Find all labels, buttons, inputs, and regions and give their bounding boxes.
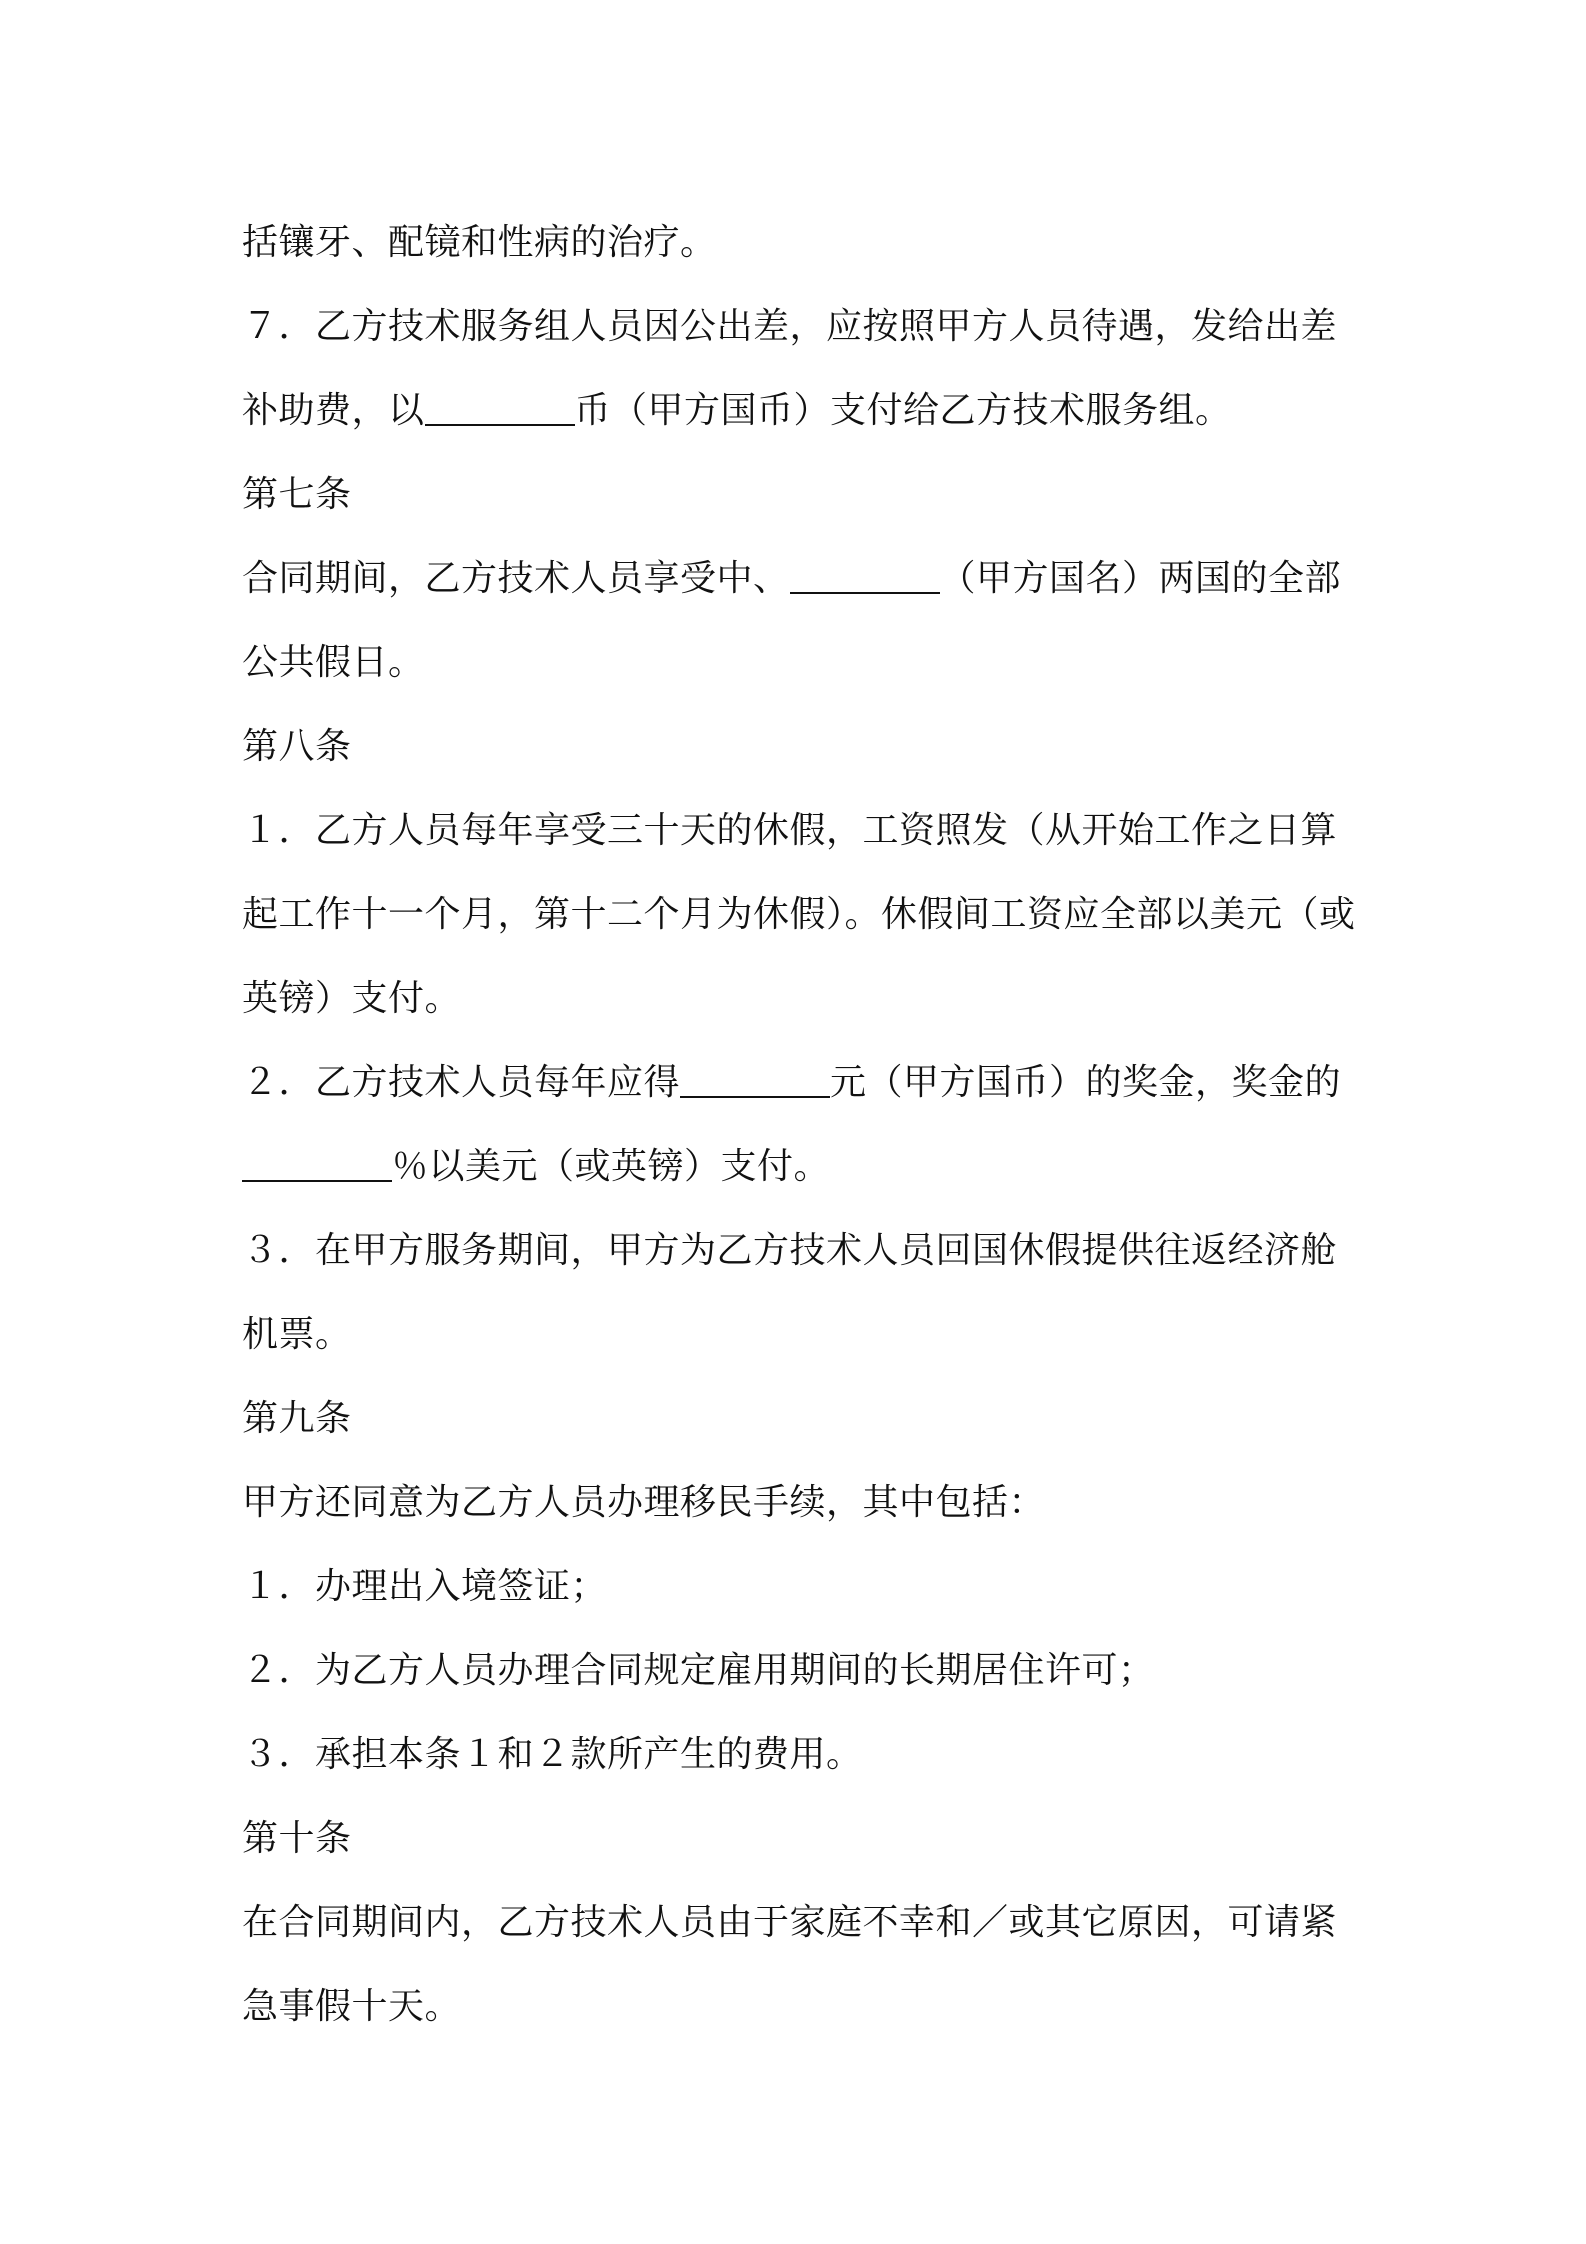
line-text-after-blank: 元（甲方国币）的奖金，奖金的 [830, 1062, 1342, 1103]
text-line-with-blank [242, 537, 1362, 621]
text-line-with-blank [242, 1041, 1362, 1125]
text-line: 急事假十天。 [242, 1986, 462, 2027]
text-line: １．乙方人员每年享受三十天的休假，工资照发（从开始工作之日算 [242, 810, 1338, 851]
article-heading: 第十条 [242, 1818, 352, 1859]
text-line-with-blank [242, 369, 1362, 453]
text-line: 机票。 [242, 1314, 352, 1355]
text-line-with-blank [242, 1125, 1362, 1209]
fill-in-blank [790, 552, 940, 594]
article-heading: 第九条 [242, 1398, 352, 1439]
text-line: 括镶牙、配镜和性病的治疗。 [242, 222, 717, 263]
text-line: ２．为乙方人员办理合同规定雇用期间的长期居住许可； [242, 1650, 1155, 1691]
text-line: 英镑）支付。 [242, 978, 462, 1019]
text-line: １．办理出入境签证； [242, 1566, 608, 1607]
text-line: 甲方还同意为乙方人员办理移民手续，其中包括： [242, 1482, 1046, 1523]
fill-in-blank [425, 384, 575, 426]
article-heading: 第七条 [242, 474, 352, 515]
document-page [242, 201, 1362, 2049]
line-text-after-blank: 币（甲方国币）支付给乙方技术服务组。 [574, 390, 1232, 431]
text-line: ７．乙方技术服务组人员因公出差，应按照甲方人员待遇，发给出差 [242, 306, 1338, 347]
fill-in-blank [680, 1056, 830, 1098]
line-text-before-blank: 补助费，以 [242, 390, 425, 431]
line-text-before-blank: 合同期间，乙方技术人员享受中、 [242, 558, 790, 599]
text-line: 起工作十一个月，第十二个月为休假）。休假间工资应全部以美元（或 [242, 894, 1356, 935]
fill-in-blank [242, 1140, 392, 1182]
text-line: 在合同期间内，乙方技术人员由于家庭不幸和／或其它原因，可请紧 [242, 1902, 1338, 1943]
article-heading: 第八条 [242, 726, 352, 767]
text-line: ３．在甲方服务期间，甲方为乙方技术人员回国休假提供往返经济舱 [242, 1230, 1338, 1271]
line-text-after-blank: （甲方国名）两国的全部 [939, 558, 1342, 599]
text-line: 公共假日。 [242, 642, 425, 683]
line-text-before-blank: ２．乙方技术人员每年应得 [242, 1062, 681, 1103]
text-line: ３．承担本条１和２款所产生的费用。 [242, 1734, 863, 1775]
line-text-after-blank: ％以美元（或英镑）支付。 [392, 1146, 831, 1187]
